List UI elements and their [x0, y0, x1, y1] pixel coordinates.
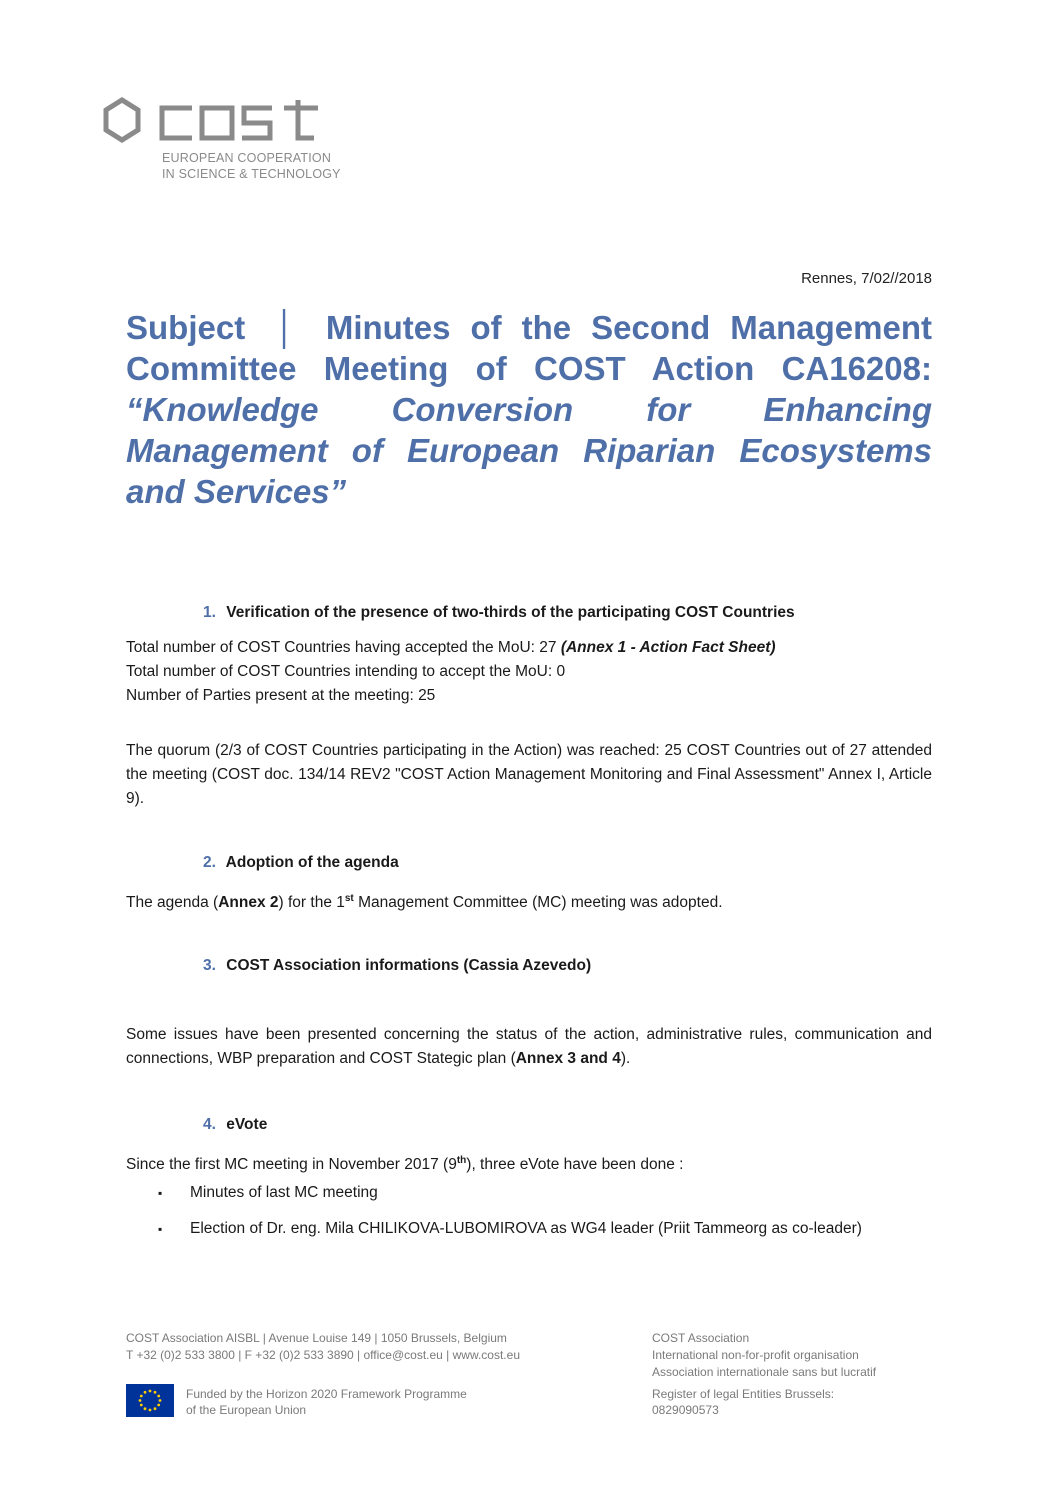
subject-separator: │ — [275, 309, 296, 346]
association-text-b: ). — [620, 1050, 631, 1067]
org-type-fr: Association internationale sans but lucratif — [652, 1365, 877, 1379]
agenda-paragraph — [126, 887, 932, 915]
evote-text-b: ), three eVote have been done : — [466, 1156, 684, 1174]
association-paragraph — [126, 1023, 932, 1071]
section-number: 2. — [203, 854, 216, 871]
subject-italic-title: “Knowledge Conversion for Enhancing Management of European Riparian Ecosystems and Services” — [126, 391, 932, 510]
document-date: Rennes, 7/02//2018 — [801, 270, 932, 287]
section-number: 4. — [203, 1116, 216, 1133]
cost-logo-mark-icon — [100, 96, 340, 146]
logo-tagline-2: IN SCIENCE & TECHNOLOGY — [162, 167, 341, 181]
section-title: eVote — [226, 1116, 268, 1133]
annex-2-ref: Annex 2 — [218, 894, 279, 912]
agenda-text-c: Management Committee (MC) meeting was adopted. — [353, 894, 723, 912]
org-name: COST Association — [652, 1331, 750, 1345]
mou-accepted-text: Total number of COST Countries having accepted the MoU: 27 — [126, 639, 561, 656]
bullet-icon: ▪ — [158, 1222, 163, 1236]
subject-title: Minutes of the Second Management Committee Meeting of COST Action CA16208: — [126, 309, 933, 387]
section-2-heading — [203, 854, 399, 872]
parties-present-line: Number of Parties present at the meeting: 25 — [126, 687, 436, 704]
section-title: Verification of the presence of two-thirds of the participating COST Countries — [226, 604, 795, 621]
register-label: Register of legal Entities Brussels: — [652, 1387, 835, 1401]
bullet-icon: ▪ — [158, 1186, 163, 1200]
funding-line-1: Funded by the Horizon 2020 Framework Programme — [186, 1387, 467, 1401]
annex-1-note: (Annex 1 - Action Fact Sheet) — [560, 639, 776, 656]
section-1-heading — [203, 604, 795, 622]
quorum-paragraph: The quorum (2/3 of COST Countries participating in the Action) was reached: 25 COST Countries out of 27 attended the meeting (COST doc. 134/14 REV2 "COST Action Management Monitoring and Final Assessment" Annex I, Article 9). — [126, 742, 932, 807]
org-type-en: International non-for-profit organisation — [652, 1348, 859, 1362]
register-number: 0829090573 — [652, 1403, 719, 1417]
section-number: 3. — [203, 957, 216, 974]
funding-line-2: of the European Union — [186, 1403, 307, 1417]
footer-address: COST Association AISBL | Avenue Louise 149 | 1050 Brussels, Belgium — [126, 1331, 507, 1345]
annex-3-4-ref: Annex 3 and 4 — [515, 1050, 621, 1067]
mou-intending-line: Total number of COST Countries intending to accept the MoU: 0 — [126, 663, 566, 680]
ordinal-sup: st — [344, 893, 354, 904]
agenda-text-b: ) for the 1 — [278, 894, 345, 912]
section-number: 1. — [203, 604, 216, 621]
ordinal-sup: th — [456, 1155, 467, 1166]
eu-flag-icon — [126, 1384, 174, 1417]
association-text-a: Some issues have been presented concerning the status of the action, administrative rules, communication and connections, WBP preparation and COST Stategic plan ( — [126, 1026, 932, 1067]
list-item: Election of Dr. eng. Mila CHILIKOVA-LUBOMIROVA as WG4 leader (Priit Tammeorg as co-leader) — [190, 1220, 862, 1237]
mou-accepted-line — [126, 636, 776, 660]
evote-text-a: Since the first MC meeting in November 2017 (9 — [126, 1156, 457, 1174]
subject-heading — [126, 307, 932, 512]
evote-intro — [126, 1149, 683, 1177]
cost-logo — [100, 96, 340, 186]
footer-contact: T +32 (0)2 533 3800 | F +32 (0)2 533 3890 | office@cost.eu | www.cost.eu — [126, 1348, 520, 1362]
section-title: COST Association informations (Cassia Azevedo) — [226, 957, 592, 974]
logo-tagline-1: EUROPEAN COOPERATION — [162, 151, 332, 165]
section-title: Adoption of the agenda — [225, 854, 399, 871]
subject-label: Subject — [126, 309, 246, 346]
list-item: Minutes of last MC meeting — [190, 1184, 378, 1201]
section-4-heading — [203, 1116, 267, 1134]
agenda-text-a: The agenda ( — [126, 894, 219, 912]
section-3-heading — [203, 957, 591, 975]
